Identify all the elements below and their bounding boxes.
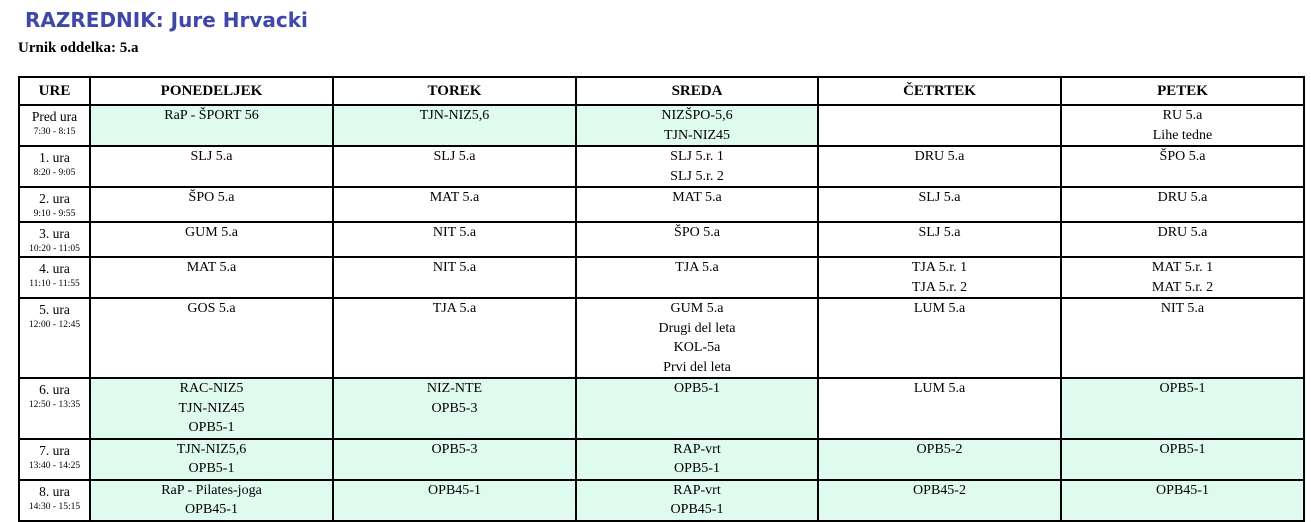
lesson-entry: Lihe tedne — [1152, 127, 1213, 143]
period-time: 13:40 - 14:25 — [28, 460, 81, 471]
lesson-entry: OPB5-1 — [188, 461, 235, 476]
lesson-entry: DRU 5.a — [1157, 190, 1208, 205]
period-time: 8:20 - 9:05 — [33, 168, 76, 178]
lesson-cell-ponedeljek — [90, 298, 333, 378]
lesson-entry: TJN-NIZ45 — [178, 400, 245, 416]
lesson-entry: OPB5-3 — [431, 441, 478, 457]
period-cell — [19, 298, 90, 378]
header-ponedeljek: PONEDELJEK — [90, 77, 333, 105]
period-label: 3. ura — [39, 226, 70, 241]
period-time: 7:30 - 8:15 — [33, 127, 76, 137]
lesson-cell-petek — [1061, 480, 1304, 521]
period-time: 14:30 - 15:15 — [28, 501, 81, 512]
lesson-entry: LUM 5.a — [913, 301, 966, 316]
timetable-row — [19, 439, 1304, 480]
period-label: 2. ura — [39, 191, 70, 206]
lesson-entry: OPB45-1 — [185, 502, 238, 517]
lesson-cell-cetrtek — [818, 146, 1061, 187]
timetable-row — [19, 105, 1304, 146]
period-label: 1. ura — [39, 150, 70, 165]
lesson-entry: SLJ 5.a — [433, 149, 476, 164]
lesson-entry: OPB45-1 — [428, 482, 481, 498]
period-cell — [19, 187, 90, 222]
lesson-entry: TJN-NIZ5,6 — [419, 108, 490, 123]
lesson-cell-sreda — [576, 480, 818, 521]
lesson-entry: RAC-NIZ5 — [179, 381, 244, 396]
lesson-cell-cetrtek — [818, 187, 1061, 222]
period-label: 8. ura — [39, 483, 70, 499]
timetable-row — [19, 480, 1304, 521]
lesson-cell-ponedeljek — [90, 439, 333, 480]
lesson-cell-cetrtek — [818, 105, 1061, 146]
lesson-cell-sreda — [576, 146, 818, 187]
period-cell — [19, 222, 90, 257]
lesson-cell-petek — [1061, 105, 1304, 146]
lesson-entry: MAT 5.r. 1 — [1151, 260, 1214, 275]
header-cetrtek: ČETRTEK — [818, 77, 1061, 105]
lesson-entry: MAT 5.r. 2 — [1151, 279, 1214, 295]
lesson-entry: OPB45-1 — [1156, 482, 1209, 498]
period-label: 4. ura — [39, 261, 70, 276]
period-label: Pred ura — [31, 109, 78, 124]
lesson-cell-torek — [333, 298, 576, 378]
period-cell — [19, 378, 90, 439]
lesson-entry: NIT 5.a — [432, 225, 477, 240]
lesson-cell-torek — [333, 146, 576, 187]
lesson-entry: RAP-vrt — [673, 482, 721, 498]
lesson-cell-torek — [333, 257, 576, 298]
lesson-cell-ponedeljek — [90, 480, 333, 521]
lesson-entry: OPB45-2 — [913, 482, 966, 498]
lesson-cell-petek — [1061, 146, 1304, 187]
lesson-entry: RU 5.a — [1162, 108, 1203, 123]
lesson-cell-petek — [1061, 257, 1304, 298]
timetable — [18, 76, 1305, 522]
lesson-cell-torek — [333, 187, 576, 222]
lesson-entry: OPB5-1 — [1159, 381, 1206, 396]
lesson-cell-cetrtek — [818, 257, 1061, 298]
lesson-entry: Prvi del leta — [663, 359, 731, 375]
lesson-cell-cetrtek — [818, 439, 1061, 480]
header-ure: URE — [19, 77, 90, 105]
lesson-cell-torek — [333, 222, 576, 257]
lesson-cell-ponedeljek — [90, 257, 333, 298]
lesson-cell-sreda — [576, 378, 818, 439]
lesson-cell-petek — [1061, 298, 1304, 378]
lesson-cell-cetrtek — [818, 222, 1061, 257]
lesson-cell-sreda — [576, 257, 818, 298]
header-petek: PETEK — [1061, 77, 1304, 105]
lesson-entry: TJA 5.a — [432, 301, 477, 316]
lesson-cell-cetrtek — [818, 480, 1061, 521]
period-label: 6. ura — [39, 382, 70, 397]
lesson-cell-petek — [1061, 187, 1304, 222]
timetable-row — [19, 257, 1304, 298]
lesson-entry: MAT 5.a — [429, 190, 480, 205]
period-time: 12:50 - 13:35 — [28, 400, 81, 410]
period-cell — [19, 439, 90, 480]
lesson-cell-torek — [333, 439, 576, 480]
lesson-entry: NIZ-NTE — [426, 381, 483, 396]
lesson-entry: GUM 5.a — [185, 225, 238, 240]
lesson-cell-sreda — [576, 298, 818, 378]
lesson-entry: TJA 5.r. 2 — [911, 279, 968, 295]
lesson-cell-sreda — [576, 187, 818, 222]
lesson-entry: TJA 5.a — [675, 260, 719, 275]
lesson-entry: NIT 5.a — [432, 260, 477, 275]
lesson-cell-ponedeljek — [90, 187, 333, 222]
lesson-entry: SLJ 5.r. 1 — [670, 149, 724, 164]
header-sreda: SREDA — [576, 77, 818, 105]
lesson-cell-sreda — [576, 439, 818, 480]
lesson-cell-torek — [333, 480, 576, 521]
lesson-entry: OPB5-1 — [188, 420, 235, 435]
page-subtitle: Urnik oddelka: 5.a — [18, 40, 139, 56]
timetable-header-row — [19, 77, 1304, 105]
timetable-row — [19, 187, 1304, 222]
lesson-entry: OPB5-3 — [431, 400, 478, 416]
lesson-cell-petek — [1061, 222, 1304, 257]
lesson-cell-sreda — [576, 222, 818, 257]
lesson-entry: OPB45-1 — [670, 502, 724, 517]
page-title: RAZREDNIK: Jure Hrvacki — [25, 8, 308, 32]
lesson-cell-ponedeljek — [90, 378, 333, 439]
timetable-row — [19, 298, 1304, 378]
period-time: 10:20 - 11:05 — [29, 244, 80, 254]
lesson-cell-petek — [1061, 439, 1304, 480]
lesson-entry: TJN-NIZ45 — [663, 127, 731, 143]
lesson-cell-ponedeljek — [90, 146, 333, 187]
period-time: 12:00 - 12:45 — [28, 320, 81, 330]
lesson-entry: MAT 5.a — [186, 260, 237, 275]
period-cell — [19, 257, 90, 298]
period-cell — [19, 480, 90, 521]
timetable-row — [19, 146, 1304, 187]
period-label: 7. ura — [39, 442, 70, 458]
lesson-entry: SLJ 5.a — [918, 190, 961, 205]
lesson-entry: OPB5-2 — [916, 441, 963, 457]
lesson-entry: GUM 5.a — [670, 301, 724, 316]
lesson-entry: KOL-5a — [673, 340, 721, 355]
lesson-entry: TJA 5.r. 1 — [911, 260, 968, 275]
lesson-cell-ponedeljek — [90, 222, 333, 257]
lesson-cell-petek — [1061, 378, 1304, 439]
period-label: 5. ura — [39, 302, 70, 317]
lesson-entry: MAT 5.a — [672, 190, 722, 205]
period-time: 9:10 - 9:55 — [33, 209, 76, 219]
lesson-entry: OPB5-1 — [1159, 441, 1206, 457]
lesson-entry: SLJ 5.a — [190, 149, 233, 164]
lesson-entry: LUM 5.a — [913, 381, 966, 396]
lesson-entry: SLJ 5.r. 2 — [670, 168, 724, 184]
lesson-entry: OPB5-1 — [674, 461, 720, 476]
lesson-entry: RAP-vrt — [673, 441, 721, 457]
lesson-cell-torek — [333, 105, 576, 146]
period-cell — [19, 146, 90, 187]
lesson-entry: DRU 5.a — [1157, 225, 1208, 240]
lesson-entry: ŠPO 5.a — [674, 225, 720, 240]
lesson-entry: TJN-NIZ5,6 — [176, 441, 247, 457]
period-time: 11:10 - 11:55 — [29, 279, 80, 289]
lesson-entry: Drugi del leta — [658, 320, 736, 336]
lesson-entry: GOS 5.a — [187, 301, 236, 316]
lesson-entry: RaP - ŠPORT 56 — [164, 108, 259, 123]
lesson-entry: SLJ 5.a — [918, 225, 961, 240]
lesson-cell-cetrtek — [818, 378, 1061, 439]
timetable-row — [19, 378, 1304, 439]
lesson-cell-cetrtek — [818, 298, 1061, 378]
lesson-cell-sreda — [576, 105, 818, 146]
lesson-entry: ŠPO 5.a — [188, 190, 235, 205]
period-cell — [19, 105, 90, 146]
lesson-cell-ponedeljek — [90, 105, 333, 146]
lesson-entry: ŠPO 5.a — [1159, 149, 1206, 164]
lesson-entry: RaP - Pilates-joga — [161, 482, 262, 498]
lesson-entry: NIT 5.a — [1160, 301, 1205, 316]
lesson-entry: DRU 5.a — [914, 149, 965, 164]
lesson-entry: OPB5-1 — [674, 381, 720, 396]
header-torek: TOREK — [333, 77, 576, 105]
lesson-entry: NIZŠPO-5,6 — [661, 108, 733, 123]
timetable-row — [19, 222, 1304, 257]
lesson-cell-torek — [333, 378, 576, 439]
